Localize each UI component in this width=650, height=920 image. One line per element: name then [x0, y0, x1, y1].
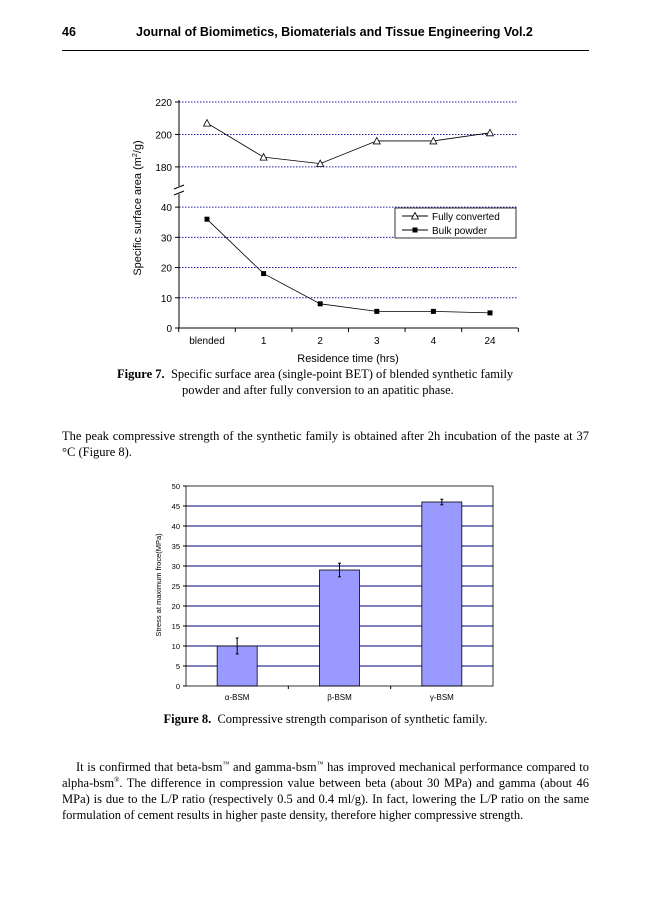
y-tick-label: 220 — [155, 98, 172, 109]
point-bulk-powder — [205, 217, 210, 222]
point-fully-converted — [487, 129, 494, 136]
point-fully-converted — [260, 154, 267, 161]
figure-8-label: Figure 8. — [163, 712, 212, 726]
y-tick-label: 20 — [160, 263, 172, 275]
legend — [395, 208, 516, 238]
point-fully-converted — [204, 120, 211, 127]
x-tick-label: blended — [189, 336, 225, 347]
y-axis-label-post: /g) — [132, 140, 144, 154]
p2-text-3: has improved mechanical performance compared to alpha-bsm — [62, 760, 590, 790]
y-tick-label: 10 — [171, 642, 180, 651]
y-tick-label: 40 — [171, 522, 180, 531]
grid-lines — [179, 102, 518, 298]
p2-text-1: It is confirmed that beta-bsm — [76, 760, 223, 774]
x-tick-label: 24 — [484, 336, 496, 347]
y-axis-label: Stress at maximum froce(MPa) — [154, 533, 163, 637]
figure-7-caption — [117, 366, 557, 398]
figure-8-chart — [0, 480, 650, 700]
y-axis-label — [132, 140, 144, 275]
y-tick-label: 35 — [171, 542, 180, 551]
x-axis-label: Residence time (hrs) — [297, 353, 399, 365]
tick-labels — [172, 482, 455, 702]
y-tick-label: 10 — [160, 293, 172, 305]
figure-8-caption-text: Compressive strength comparison of synthetic family. — [217, 712, 488, 726]
y-tick-label: 0 — [166, 324, 172, 335]
trademark-symbol: ™ — [316, 759, 324, 768]
p2-text-4: . The difference in compression value between beta (about 30 MPa) and gamma (about 46 MPa) is due to the L/P ratio (respectively 0.5 and 0.4 ml/g). In fact, lowering the L/P ratio on the same formulation of cement results in higher paste density, therefore higher compressive strength. — [62, 776, 589, 822]
y-tick-label: 40 — [160, 203, 172, 215]
p2-text-2: and gamma-bsm — [229, 760, 317, 774]
bars — [217, 499, 462, 686]
figure-8-caption — [62, 711, 589, 727]
figure-7-chart — [0, 0, 650, 365]
y-tick-label: 15 — [171, 622, 180, 631]
y-tick-label: 50 — [171, 482, 180, 491]
series-line-fully-converted — [207, 123, 490, 164]
figure-7-label: Figure 7. — [117, 367, 165, 381]
y-tick-label: 45 — [171, 502, 180, 511]
y-tick-label: 180 — [155, 162, 172, 174]
x-tick-label: γ-BSM — [429, 693, 454, 702]
x-tick-label: 4 — [430, 336, 437, 347]
y-tick-label: 0 — [175, 682, 180, 691]
y-axis-label-sup: 2 — [132, 153, 139, 158]
journal-title: Journal of Biomimetics, Biomaterials and Tissue Engineering Vol.2 — [136, 25, 533, 39]
paragraph-1: The peak compressive strength of the synthetic family is obtained after 2h incubation of the paste at 37 °C (Figure 8). — [62, 429, 589, 459]
page-number: 46 — [62, 25, 76, 39]
y-tick-label: 200 — [155, 130, 172, 142]
bar-1 — [320, 570, 360, 686]
y-tick-label: 25 — [171, 582, 180, 591]
x-tick-label: 1 — [260, 336, 267, 347]
y-tick-label: 30 — [171, 562, 180, 571]
y-tick-label: 20 — [171, 602, 180, 611]
legend-label-bulk-powder: Bulk powder — [432, 226, 488, 237]
figure-7-caption-line2: powder and after fully conversion to an apatitic phase. — [182, 383, 454, 397]
x-tick-label: 2 — [317, 336, 323, 347]
y-tick-label: 5 — [175, 662, 180, 671]
trademark-symbol: ™ — [222, 759, 230, 768]
bar-2 — [422, 502, 462, 686]
y-tick-label: 30 — [160, 233, 172, 245]
x-tick-label: 3 — [374, 336, 380, 347]
figure-7-caption-line1: Specific surface area (single-point BET) of blended synthetic family — [170, 367, 514, 381]
registered-symbol: ® — [114, 775, 120, 784]
point-bulk-powder — [431, 309, 436, 314]
point-bulk-powder — [261, 271, 266, 276]
point-bulk-powder — [374, 309, 379, 314]
y-axis-label-pre: Specific surface area (m — [132, 157, 144, 276]
point-bulk-powder — [488, 310, 493, 315]
x-tick-label: β-BSM — [327, 693, 352, 702]
legend-marker-bulk-powder — [413, 228, 418, 233]
point-bulk-powder — [318, 301, 323, 306]
x-tick-label: α-BSM — [224, 693, 250, 702]
paragraph-2 — [62, 759, 589, 823]
legend-label-fully-converted: Fully converted — [432, 212, 500, 223]
